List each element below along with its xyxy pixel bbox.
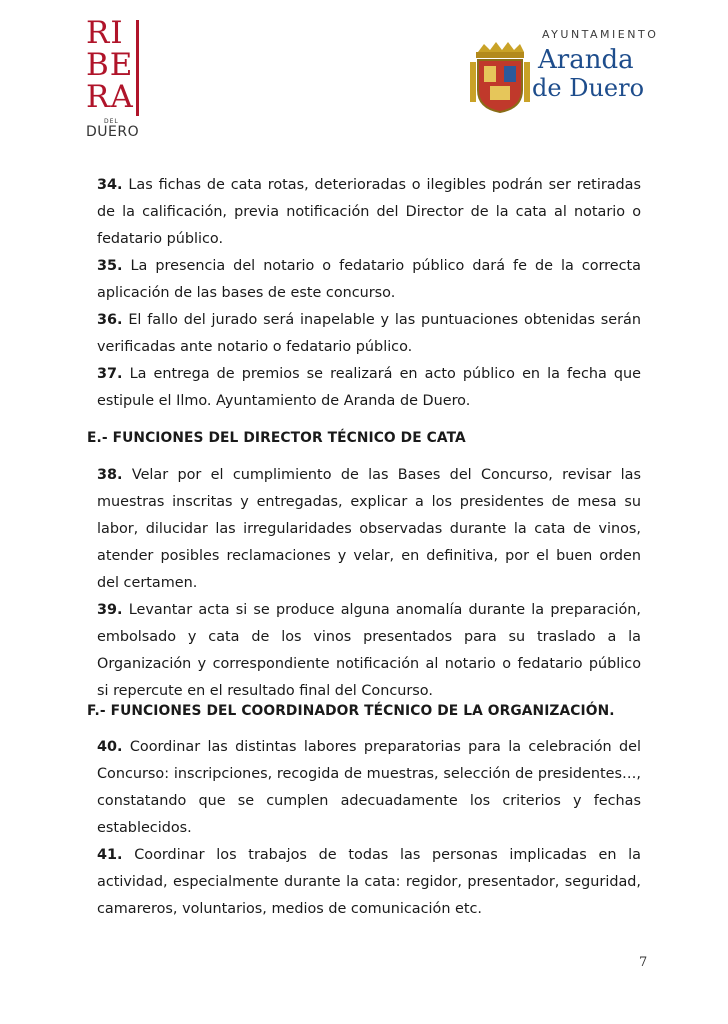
- rule-number: 34.: [97, 177, 123, 193]
- rule-41: [97, 842, 641, 923]
- page-number: 7: [639, 955, 648, 970]
- aranda-label: Aranda: [538, 45, 634, 75]
- rule-number: 40.: [97, 739, 123, 755]
- rule-39: [97, 597, 641, 705]
- logo-text-be: BE: [86, 47, 134, 83]
- rule-text: Levantar acta si se produce alguna anomalía durante la preparación, embolsado y cata de los vinos presentados para su traslado a la Organización y correspondiente notificación al notario o fedatario público si repercute en el resultado final del Concurso.: [97, 602, 642, 699]
- rule-number: 36.: [97, 312, 123, 328]
- ribera-del-duero-logo: [82, 14, 148, 144]
- section-rules-e: [97, 462, 641, 705]
- rule-34: [97, 172, 641, 253]
- heading-section-e: E.- FUNCIONES DEL DIRECTOR TÉCNICO DE CATA: [87, 430, 466, 446]
- rule-number: 38.: [97, 467, 123, 483]
- logo-text-ra: RA: [86, 79, 134, 115]
- rule-37: [97, 361, 641, 415]
- rule-38: [97, 462, 641, 597]
- ayuntamiento-logo: [470, 24, 670, 114]
- rule-text: La presencia del notario o fedatario público dará fe de la correcta aplicación de las bases de este concurso.: [97, 258, 642, 301]
- logo-text-ri: RI: [86, 15, 124, 51]
- rule-35: [97, 253, 641, 307]
- section-rules-f: [97, 734, 641, 923]
- rule-number: 41.: [97, 847, 123, 863]
- ayuntamiento-label: AYUNTAMIENTO: [542, 28, 659, 41]
- heading-section-f: F.- FUNCIONES DEL COORDINADOR TÉCNICO DE LA ORGANIZACIÓN.: [87, 703, 615, 719]
- logo-red-bar: [136, 20, 139, 116]
- rule-text: Coordinar los trabajos de todas las personas implicadas en la actividad, especialmente durante la cata: regidor, presentador, seguridad, camareros, voluntarios, medios de comunicación etc.: [97, 847, 641, 917]
- rule-text: Las fichas de cata rotas, deterioradas o ilegibles podrán ser retiradas de la calificación, previa notificación del Director de la cata al notario o fedatario público.: [97, 177, 642, 247]
- coat-of-arms-icon: [470, 42, 530, 114]
- rule-text: El fallo del jurado será inapelable y las puntuaciones obtenidas serán verificadas ante notario o fedatario público.: [97, 312, 641, 355]
- rule-40: [97, 734, 641, 842]
- logo-text-duero: DUERO: [86, 124, 140, 140]
- rule-text: Coordinar las distintas labores preparatorias para la celebración del Concurso: inscripciones, recogida de muestras, selección de presidentes…, constatando que se cumplen adecuadamente los criterios y fechas establecidos.: [97, 739, 641, 836]
- rule-text: Velar por el cumplimiento de las Bases del Concurso, revisar las muestras inscritas y entregadas, explicar a los presidentes de mesa su labor, dilucidar las irregularidades observadas durante la cata de vinos, atender posibles reclamaciones y velar, en definitiva, por el buen orden del certamen.: [97, 467, 641, 591]
- rule-number: 35.: [97, 258, 123, 274]
- rule-number: 39.: [97, 602, 123, 618]
- rule-36: [97, 307, 641, 361]
- section-rules-a: [97, 172, 641, 415]
- rule-number: 37.: [97, 366, 123, 382]
- de-duero-label: de Duero: [532, 74, 645, 102]
- logo-text-del: DEL: [104, 118, 119, 125]
- rule-text: La entrega de premios se realizará en acto público en la fecha que estipule el Ilmo. Ayuntamiento de Aranda de Duero.: [97, 366, 641, 409]
